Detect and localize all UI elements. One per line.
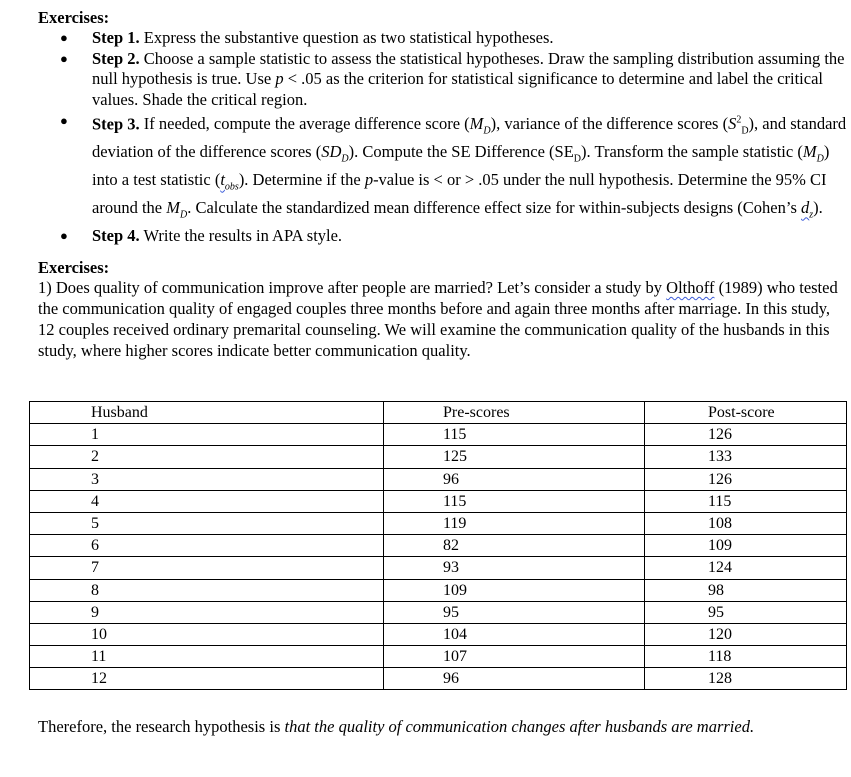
conclusion	[38, 717, 838, 737]
table-cell: 95	[384, 601, 645, 623]
table-cell: 128	[645, 668, 847, 690]
table-header-row	[30, 402, 847, 424]
step-item	[38, 111, 850, 227]
table-cell: 96	[384, 468, 645, 490]
table-cell: 82	[384, 535, 645, 557]
step-item	[38, 28, 850, 49]
table-cell: 109	[384, 579, 645, 601]
bullet-icon: ●	[60, 112, 68, 128]
step-item	[38, 226, 850, 247]
table-cell: 98	[645, 579, 847, 601]
intro-before: 1) Does quality of communication improve after people are married? Let’s consider a study by	[38, 278, 667, 297]
table-cell: 8	[30, 579, 384, 601]
table-cell: 7	[30, 557, 384, 579]
table-row	[30, 535, 847, 557]
conclusion-prefix: Therefore, the research hypothesis is	[38, 717, 285, 736]
step-label: Step 3.	[92, 114, 140, 134]
step-item	[38, 49, 850, 111]
table-cell: 11	[30, 646, 384, 668]
table-cell: 124	[645, 557, 847, 579]
exercises-heading: Exercises:	[38, 8, 110, 27]
table-cell: 109	[645, 535, 847, 557]
table-cell: 9	[30, 601, 384, 623]
bullet-icon: ●	[60, 228, 68, 244]
steps-list	[38, 28, 850, 247]
table-cell: 6	[30, 535, 384, 557]
table-cell: 4	[30, 490, 384, 512]
table-row	[30, 424, 847, 446]
bullet-icon: ●	[60, 30, 68, 45]
column-header: Pre-scores	[384, 402, 645, 424]
step-label: Step 2.	[92, 48, 140, 68]
table-cell: 107	[384, 646, 645, 668]
table-row	[30, 446, 847, 468]
bullet-icon: ●	[60, 50, 68, 66]
table-row	[30, 668, 847, 690]
exercise-prompt	[38, 277, 838, 361]
table-cell: 2	[30, 446, 384, 468]
column-header: Post-score	[645, 402, 847, 424]
table-row	[30, 557, 847, 579]
exercises-heading-2: Exercises:	[38, 258, 110, 277]
table-cell: 93	[384, 557, 645, 579]
intro-after: (1989) who tested the communication quality of engaged couples three months before and again three months after marriage. In this study, 12 couples received ordinary premarital counseling. We will examine the communication quality of the husbands in this study, where higher scores indicate better communication quality.	[38, 278, 838, 360]
table-cell: 5	[30, 512, 384, 534]
step-text: If needed, compute the average difference score $(M_D)$, variance of the difference scores $(S^2_D)$, and standard deviation of the difference scores $(SD_D)$. Compute the SE Difference $(SE_D)$. Transform the sample statistic $(M_D)$ into a test statistic $(t_{obs})$. Determine if the p-value is < or > .05 under the null hypothesis. Determine the 95% CI around the $M_D$. Calculate the standardized mean difference effect size for within-subjects designs (Cohen’s $d_z$).	[92, 114, 847, 221]
table-cell: 115	[645, 490, 847, 512]
table-row	[30, 468, 847, 490]
column-header: Husband	[30, 402, 384, 424]
table-row	[30, 490, 847, 512]
table-cell: 115	[384, 424, 645, 446]
table-cell: 126	[645, 468, 847, 490]
table-cell: 1	[30, 424, 384, 446]
step-text: Express the substantive question as two statistical hypotheses.	[143, 28, 554, 47]
table-cell: 115	[384, 490, 645, 512]
table-cell: 10	[30, 623, 384, 645]
table-cell: 108	[645, 512, 847, 534]
table-cell: 118	[645, 646, 847, 668]
table-cell: 133	[645, 446, 847, 468]
table-row	[30, 512, 847, 534]
table-cell: 3	[30, 468, 384, 490]
table-cell: 125	[384, 446, 645, 468]
table-cell: 120	[645, 623, 847, 645]
table-row	[30, 579, 847, 601]
step-text: Write the results in APA style.	[143, 226, 343, 246]
step-label: Step 4.	[92, 226, 140, 246]
table-cell: 95	[645, 601, 847, 623]
scores-table	[29, 401, 847, 690]
table-cell: 119	[384, 512, 645, 534]
table-cell: 126	[645, 424, 847, 446]
author-name: Olthoff	[666, 278, 715, 297]
research-hypothesis: that the quality of communication changes after husbands are married.	[284, 717, 755, 736]
table-row	[30, 646, 847, 668]
table-cell: 12	[30, 668, 384, 690]
step-label: Step 1.	[92, 28, 140, 47]
table-cell: 96	[384, 668, 645, 690]
table-row	[30, 601, 847, 623]
table-cell: 104	[384, 623, 645, 645]
table-row	[30, 623, 847, 645]
step-text: Choose a sample statistic to assess the statistical hypotheses. Draw the sampling distribution assuming the null hypothesis is true. Use p < .05 as the criterion for statistical significance to determine and label the critical values. Shade the critical region.	[92, 48, 845, 110]
